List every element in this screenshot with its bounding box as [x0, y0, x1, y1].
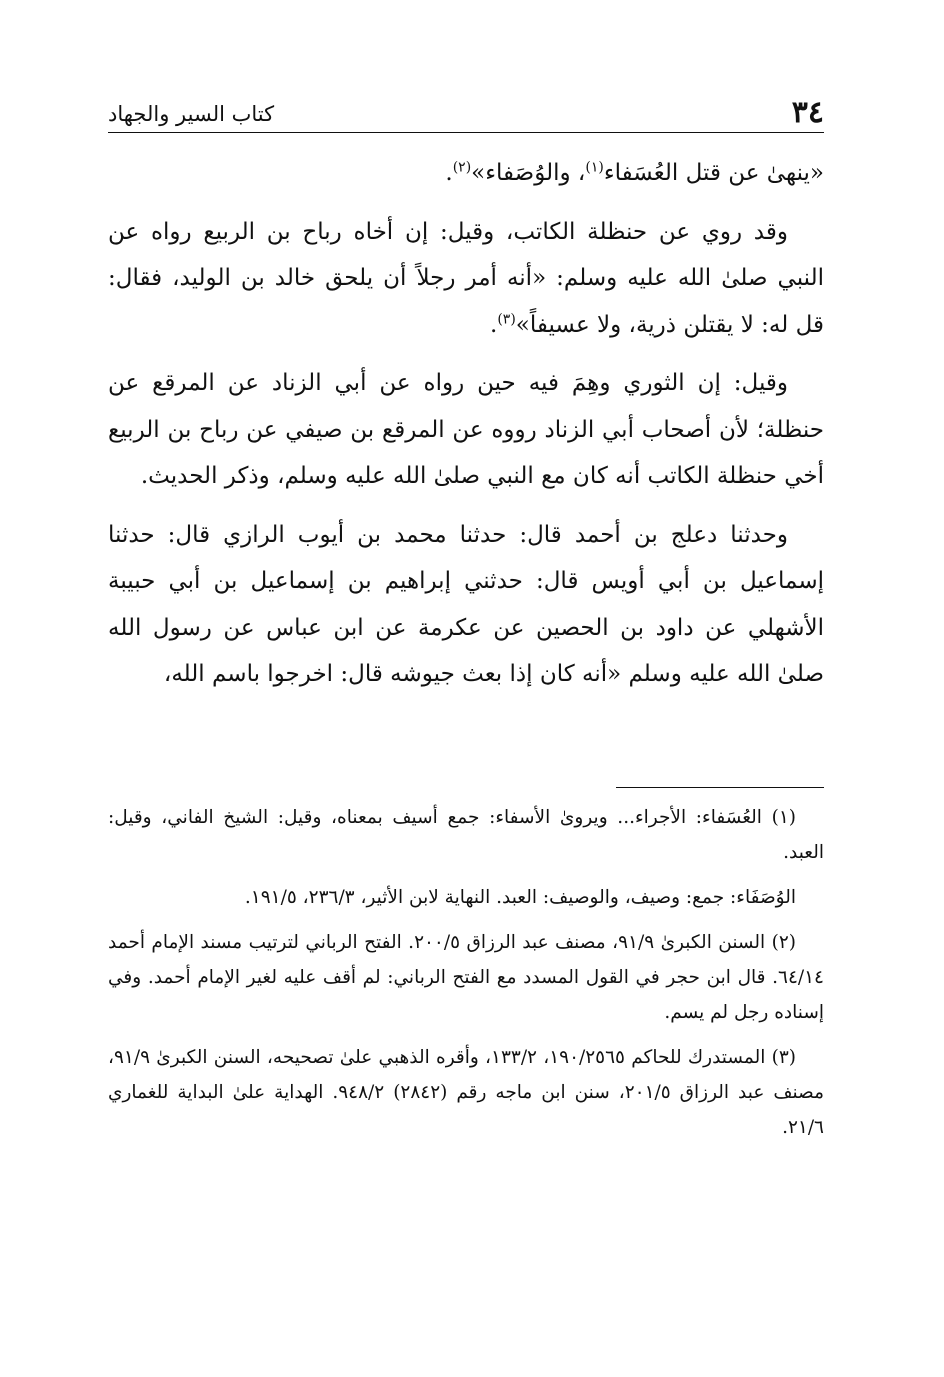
running-title: كتاب السير والجهاد: [108, 102, 275, 126]
footnote-2: (٢) السنن الكبرىٰ ٩١/٩، مصنف عبد الرزاق ٢٠٠/٥. الفتح الرباني لترتيب مسند الإمام أحمد ٦٤/١٤. قال ابن حجر في القول المسدد مع الفتح الرباني: لم أقف عليه لغير الإمام أحمد. وفي إسناده رجل لم يسم.: [108, 932, 824, 1023]
paragraph-1-mid: ، والوُصَفاء»: [471, 160, 586, 186]
footnote-3: (٣) المستدرك للحاكم ١٩٠/٢٥٦٥، ١٣٣/٢، وأقره الذهبي علىٰ تصحيحه، السنن الكبرىٰ ٩١/٩، مصنف عبد الرزاق ٢٠١/٥، سنن ابن ماجه رقم (٢٨٤٢) ٩٤٨/٢. الهداية علىٰ البداية للغماري ٢١/٦.: [108, 1047, 824, 1138]
page-header: [108, 88, 824, 133]
paragraph-3: وقيل: إن الثوري وهِمَ فيه حين رواه عن أبي الزناد عن المرقع عن حنظلة؛ لأن أصحاب أبي الزناد رووه عن المرقع بن صيفي عن رباح بن الربيع أخي حنظلة الكاتب أنه كان مع النبي صلىٰ الله عليه وسلم، وذكر الحديث.: [108, 370, 824, 489]
paragraph-2-text: وقد روي عن حنظلة الكاتب، وقيل: إن أخاه رباح بن الربيع رواه عن النبي صلىٰ الله عليه وسلم: «أنه أمر رجلاً أن يلحق خالد بن الوليد، فقال: قل له: لا يقتلن ذرية، ولا عسيفاً»: [108, 218, 824, 338]
paragraph-2: [108, 209, 824, 349]
paragraph-1-end: .: [445, 160, 453, 186]
main-text: [108, 150, 824, 710]
footnotes: [108, 800, 824, 1155]
paragraph-1: [108, 150, 824, 197]
page-number: ٣٤: [791, 95, 824, 130]
footnote-mark-3: (٣): [497, 310, 516, 327]
footnote-1-continued: الوُصَفَاء: جمع: وصيف، والوصيف: العبد. النهاية لابن الأثير، ٢٣٦/٣، ١٩١/٥.: [244, 887, 796, 908]
paragraph-1-text: «ينهىٰ عن قتل العُسَفاء: [603, 160, 824, 186]
footnote-separator: [616, 787, 824, 788]
paragraph-2-end: .: [490, 311, 498, 338]
footnote-mark-1: (١): [585, 159, 604, 176]
footnote-mark-2: (٢): [452, 159, 472, 176]
paragraph-4: وحدثنا دعلج بن أحمد قال: حدثنا محمد بن أيوب الرازي قال: حدثنا إسماعيل بن أبي أويس قال: حدثني إبراهيم بن إسماعيل بن أبي حبيبة الأشهلي عن داود بن الحصين عن عكرمة عن ابن عباس عن رسول الله صلىٰ الله عليه وسلم «أنه كان إذا بعث جيوشه قال: اخرجوا باسم الله،: [108, 521, 824, 687]
footnote-1: (١) العُسَفاء: الأجراء... ويروىٰ الأسفاء: جمع أسيف بمعناه، وقيل: الشيخ الفاني، وقيل: العبد.: [108, 807, 824, 863]
